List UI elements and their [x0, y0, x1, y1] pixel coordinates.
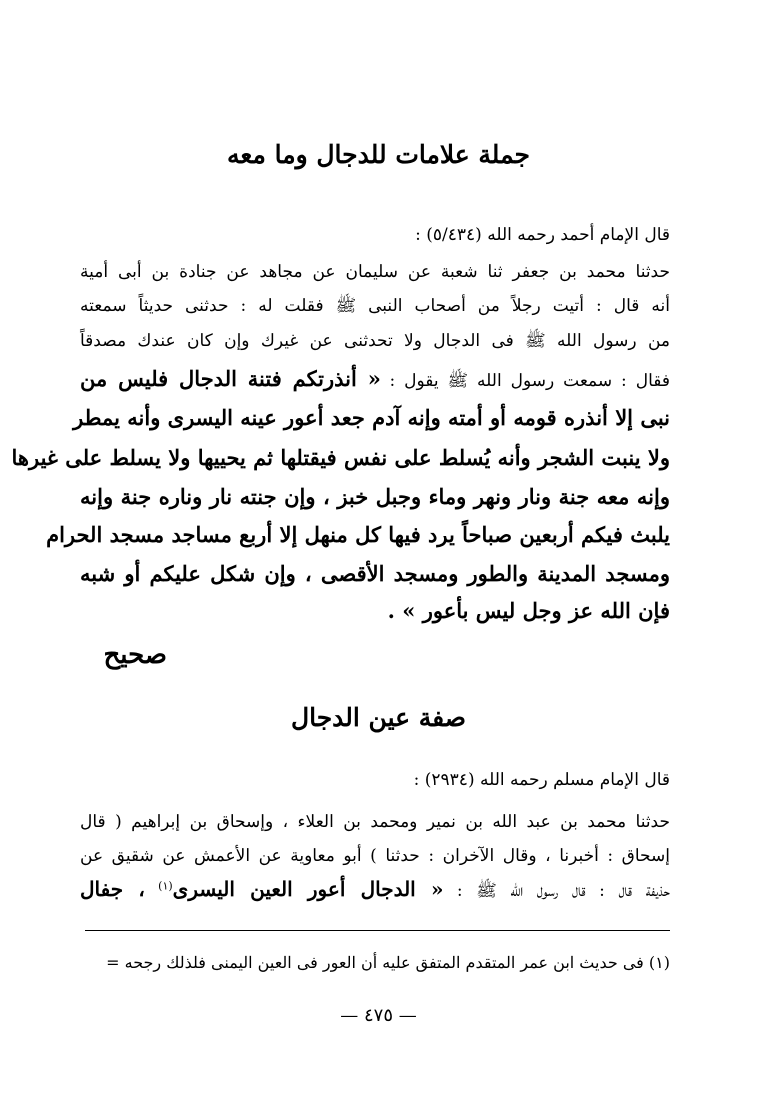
hadith-intro-muslim: قال الإمام مسلم رحمه الله (٢٩٣٤) :	[413, 770, 670, 790]
matn-line-4	[80, 366, 670, 391]
section-title-eye-of-dajjal: صفة عين الدجال	[290, 703, 467, 732]
section-title-signs-of-dajjal: جملة علامات للدجال وما معه	[227, 140, 530, 169]
page-number: — ٤٧٥ —	[340, 1005, 417, 1026]
muslim-matn-plain: حذيفة قال : قال رسول الله ﷺ :	[456, 881, 670, 901]
muslim-matn-line	[80, 877, 670, 901]
footnote-divider	[85, 930, 670, 931]
matn-line-7: وإنه معه جنة ونار ونهر وماء وجبل خبز ، وإن جنته نار وناره جنة وإنه	[80, 484, 670, 509]
matn-line-9: ومسجد المدينة والطور ومسجد الأقصى ، وإن شكل عليكم أو شبه	[80, 561, 670, 586]
muslim-matn-bold: « الدجال أعور العين اليسرى	[172, 877, 444, 901]
matn-line-8: يلبث فيكم أربعين صباحاً يرد فيها كل منهل إلا أربع مساجد مسجد الحرام	[46, 522, 670, 547]
matn-line-4-plain: فقال : سمعت رسول الله ﷺ يقول :	[389, 371, 670, 391]
footnote-reference: (١)	[158, 879, 173, 893]
isnad-line-1: حدثنا محمد بن جعفر ثنا شعبة عن سليمان عن مجاهد عن جنادة بن أبى أمية	[80, 262, 670, 282]
grade-label-sahih: صحيح	[103, 640, 167, 670]
isnad-line-2: أنه قال : أتيت رجلاً من أصحاب النبى ﷺ فقلت له : حدثنى حديثاً سمعته	[80, 296, 670, 316]
matn-line-5: نبى إلا أنذره قومه أو أمته وإنه آدم جعد أعور عينه اليسرى وأنه يمطر	[73, 405, 670, 430]
matn-line-4-bold: « أنذرتكم فتنة الدجال فليس من	[80, 366, 381, 391]
isnad-line-3: من رسول الله ﷺ فى الدجال ولا تحدثنى عن غيرك وإن كان عندك مصدقاً	[80, 331, 670, 351]
muslim-isnad-line-1: حدثنا محمد بن عبد الله بن نمير ومحمد بن العلاء ، وإسحاق بن إبراهيم ( قال	[80, 812, 670, 832]
matn-line-10: فإن الله عز وجل ليس بأعور » .	[387, 598, 670, 623]
footnote-text: (١) فى حديث ابن عمر المتقدم المتفق عليه أن العور فى العين اليمنى فلذلك رجحه =	[106, 953, 670, 972]
matn-line-6: ولا ينبت الشجر وأنه يُسلط على نفس فيقتلها ثم يحييها ولا يسلط على غيرها	[11, 445, 670, 470]
muslim-isnad-line-2: إسحاق : أخبرنا ، وقال الآخران : حدثنا ) أبو معاوية عن الأعمش عن شقيق عن	[80, 846, 670, 866]
hadith-intro-ahmad: قال الإمام أحمد رحمه الله (٥/٤٣٤) :	[415, 225, 670, 245]
muslim-matn-end: ، جفال	[80, 877, 145, 901]
